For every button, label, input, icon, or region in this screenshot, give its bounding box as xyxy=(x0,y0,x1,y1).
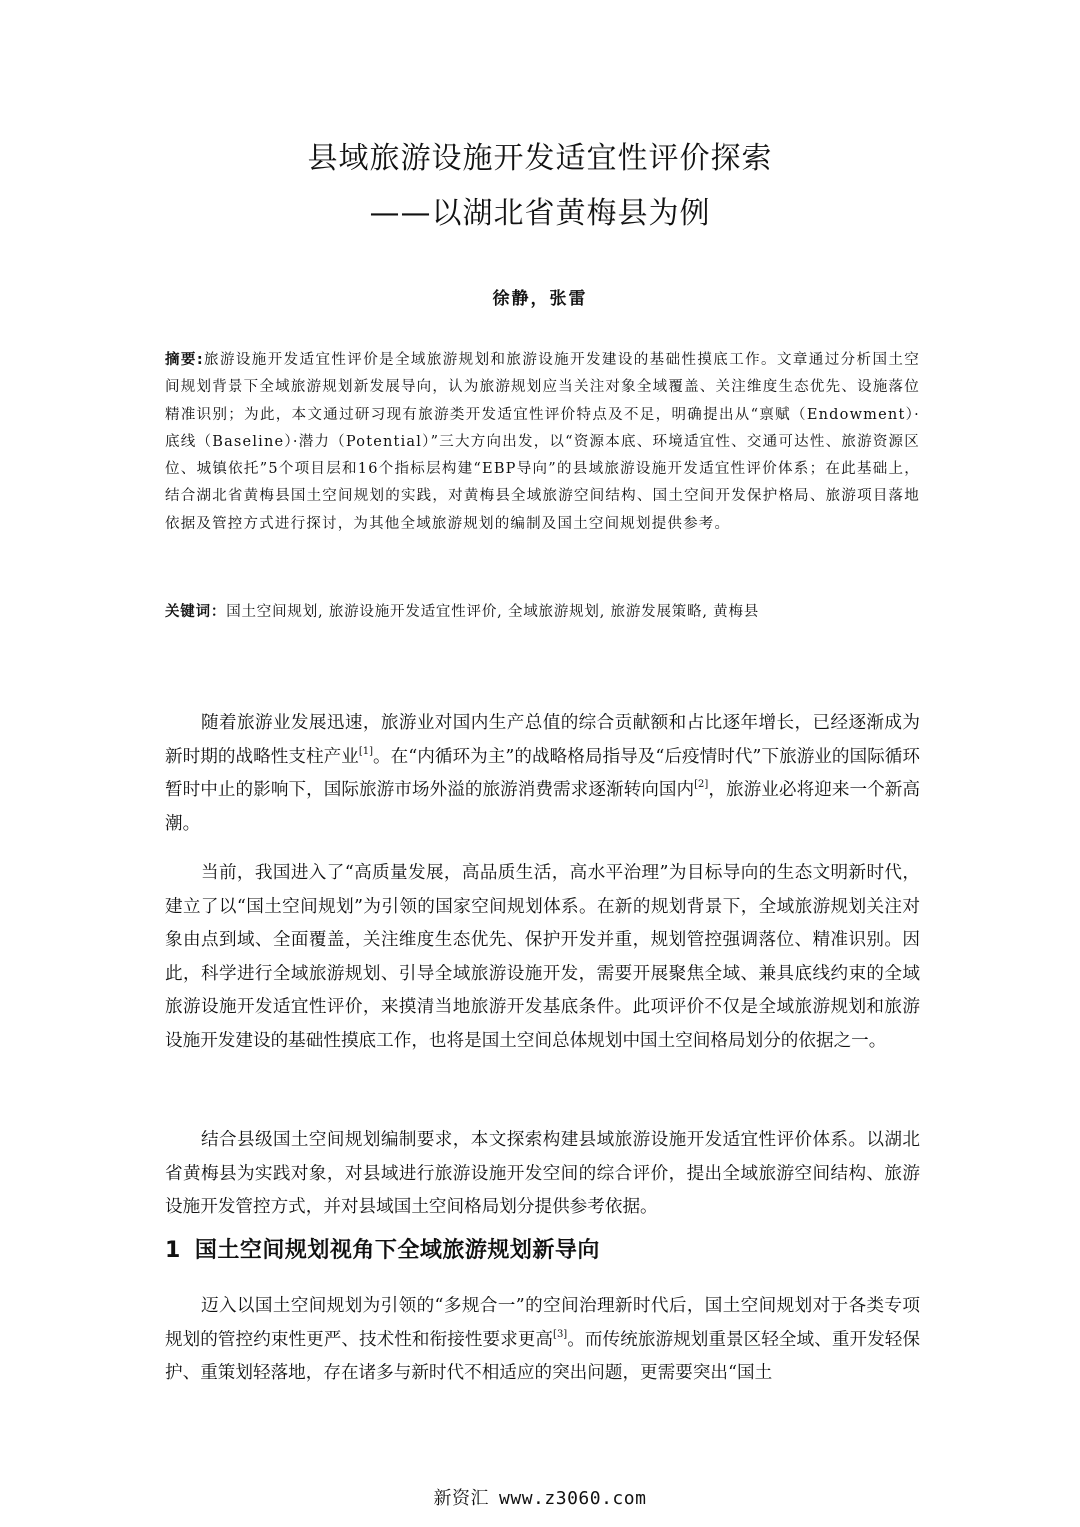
paragraph-text: ，旅游业必将迎来一个新高潮。 xyxy=(165,780,920,834)
abstract-label: 摘要: xyxy=(165,352,204,368)
keywords-label: 关键词： xyxy=(165,604,227,620)
citation-ref: [1] xyxy=(358,745,373,757)
body-paragraph-1 xyxy=(165,707,920,841)
section-number: 1 xyxy=(165,1238,181,1263)
footer-url: www.z3060.com xyxy=(499,1488,647,1509)
section-title: 国土空间规划视角下全域旅游规划新导向 xyxy=(194,1238,600,1263)
body-paragraph-2: 当前，我国进入了“高质量发展，高品质生活，高水平治理”为目标导向的生态文明新时代，建立了以“国土空间规划”为引领的国家空间规划体系。在新的规划背景下，全域旅游规划关注对象由点到域、全面覆盖，关注维度生态优先、保护开发并重，规划管控强调落位、精准识别。因此，科学进行全域旅游规划、引导全域旅游设施开发，需要开展聚焦全域、兼具底线约束的全域旅游设施开发适宜性评价，来摸清当地旅游开发基底条件。此项评价不仅是全域旅游规划和旅游设施开发建设的基础性摸底工作，也将是国土空间总体规划中国土空间格局划分的依据之一。 xyxy=(165,863,920,1051)
abstract xyxy=(165,347,920,538)
paragraph-text: 迈入以国土空间规划为引领的“多规合一”的空间治理新时代后，国土空间规划对于各类专项规划的管控约束性更严、技术性和衔接性要求更高 xyxy=(165,1296,920,1350)
citation-ref: [3] xyxy=(553,1328,568,1340)
paper-subtitle: ——以湖北省黄梅县为例 xyxy=(369,196,711,231)
keywords xyxy=(165,599,920,626)
paragraph-text: 随着旅游业发展迅速，旅游业对国内生产总值的综合贡献额和占比逐年增长，已经逐渐成为新时期的战略性支柱产业 xyxy=(165,713,920,767)
body-paragraph-3: 结合县级国土空间规划编制要求，本文探索构建县域旅游设施开发适宜性评价体系。以湖北省黄梅县为实践对象，对县域进行旅游设施开发空间的综合评价，提出全域旅游空间结构、旅游设施开发管控方式，并对县域国土空间格局划分提供参考依据。 xyxy=(165,1130,920,1218)
paper-title: 县域旅游设施开发适宜性评价探索 xyxy=(307,141,773,176)
authors: 徐静，张雷 xyxy=(492,289,588,309)
section-heading xyxy=(165,1233,600,1264)
paragraph-text: 。在“内循环为主”的战略格局指导及“后疫情时代”下旅游业的国际循环暂时中止的影响下，国际旅游市场外溢的旅游消费需求逐渐转向国内 xyxy=(165,746,920,801)
paragraph-text: 。而传统旅游规划重景区轻全域、重开发轻保护、重策划轻落地，存在诸多与新时代不相适应的突出问题，更需要突出“国土 xyxy=(165,1329,920,1384)
citation-ref: [2] xyxy=(694,779,709,791)
footer-watermark xyxy=(0,1484,1080,1510)
footer-brand: 新资汇 xyxy=(433,1488,490,1509)
body-paragraph-4 xyxy=(165,1290,920,1391)
abstract-text: 旅游设施开发适宜性评价是全域旅游规划和旅游设施开发建设的基础性摸底工作。文章通过分析国土空间规划背景下全域旅游规划新发展导向，认为旅游规划应当关注对象全域覆盖、关注维度生态优先、设施落位精准识别；为此，本文通过研习现有旅游类开发适宜性评价特点及不足，明确提出从“禀赋（Endowment）·底线（Baseline）·潜力（Potential）”三大方向出发，以“资源本底、环境适宜性、交通可达性、旅游资源区位、城镇依托”5个项目层和16个指标层构建“EBP导向”的县域旅游设施开发适宜性评价体系；在此基础上，结合湖北省黄梅县国土空间规划的实践，对黄梅县全域旅游空间结构、国土空间开发保护格局、旅游项目落地依据及管控方式进行探讨，为其他全域旅游规划的编制及国土空间规划提供参考。 xyxy=(165,352,920,532)
keywords-text: 国土空间规划, 旅游设施开发适宜性评价, 全域旅游规划, 旅游发展策略, 黄梅县 xyxy=(226,604,760,620)
